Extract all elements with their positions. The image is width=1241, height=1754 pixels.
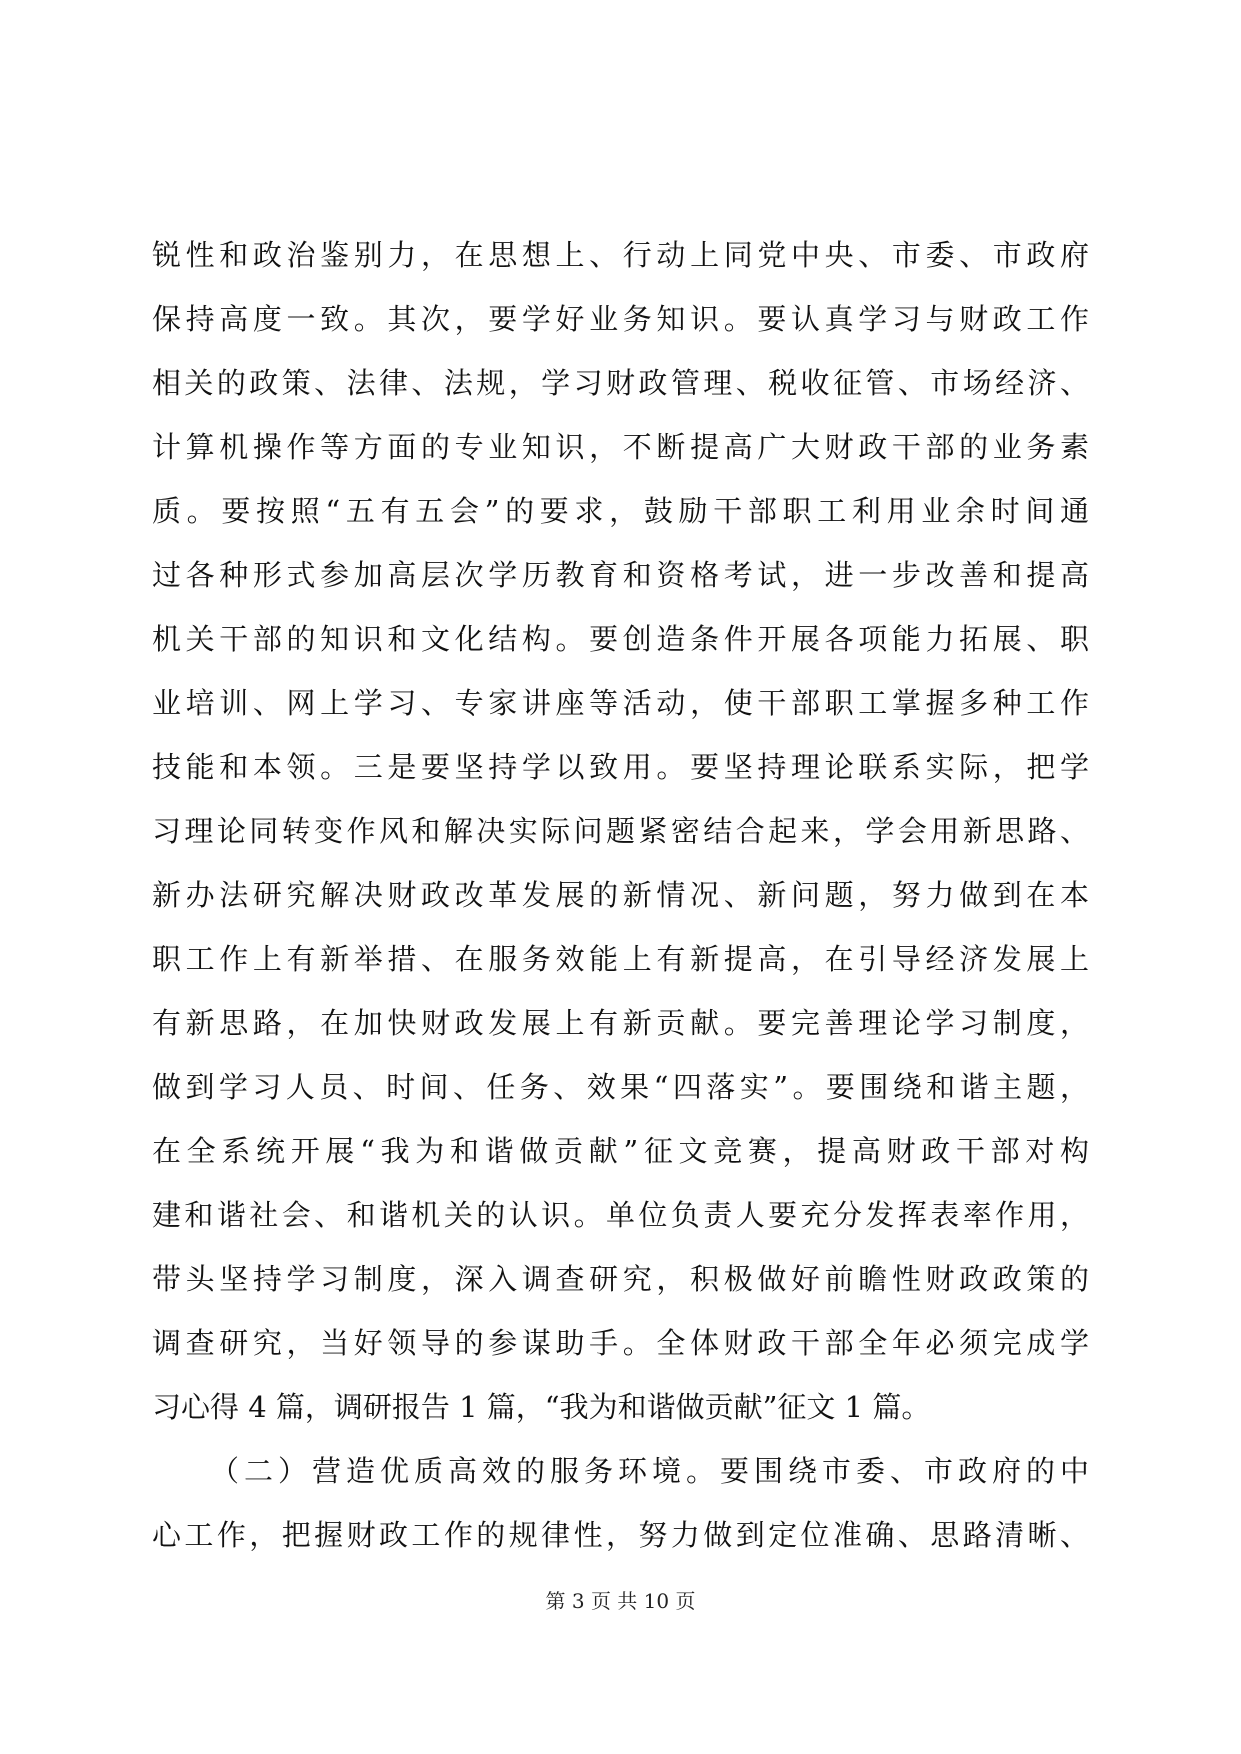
text-line: 相关的政策、法律、法规，学习财政管理、税收征管、市场经济、 (152, 366, 1089, 400)
section-heading-line: （二）营造优质高效的服务环境。要围绕市委、市政府的中 (210, 1454, 1089, 1488)
text-line: 技能和本领。三是要坚持学以致用。要坚持理论联系实际，把学 (152, 750, 1089, 784)
text-line: 质。要按照“五有五会”的要求，鼓励干部职工利用业余时间通 (152, 494, 1089, 528)
text-line: 调查研究，当好领导的参谋助手。全体财政干部全年必须完成学 (152, 1326, 1089, 1360)
page-number-footer: 第 3 页 共 10 页 (545, 1589, 696, 1613)
body-text (152, 223, 1089, 1567)
text-line: 职工作上有新举措、在服务效能上有新提高，在引导经济发展上 (152, 942, 1089, 976)
text-line: 计算机操作等方面的专业知识，不断提高广大财政干部的业务素 (152, 430, 1089, 464)
text-line: 做到学习人员、时间、任务、效果“四落实”。要围绕和谐主题， (152, 1070, 1089, 1104)
text-line: 过各种形式参加高层次学历教育和资格考试，进一步改善和提高 (152, 558, 1089, 592)
text-line: 习理论同转变作风和解决实际问题紧密结合起来，学会用新思路、 (152, 814, 1089, 848)
text-line: 有新思路，在加快财政发展上有新贡献。要完善理论学习制度， (152, 1006, 1089, 1040)
text-line: 新办法研究解决财政改革发展的新情况、新问题，努力做到在本 (152, 878, 1089, 912)
text-line: 建和谐社会、和谐机关的认识。单位负责人要充分发挥表率作用， (152, 1198, 1089, 1232)
text-line: 心工作，把握财政工作的规律性，努力做到定位准确、思路清晰、 (152, 1518, 1089, 1552)
text-line: 带头坚持学习制度，深入调查研究，积极做好前瞻性财政政策的 (152, 1262, 1089, 1296)
text-line: 锐性和政治鉴别力，在思想上、行动上同党中央、市委、市政府 (152, 238, 1089, 272)
paragraph-end-line: 习心得 4 篇，调研报告 1 篇，“我为和谐做贡献”征文 1 篇。 (152, 1390, 931, 1424)
text-line: 业培训、网上学习、专家讲座等活动，使干部职工掌握多种工作 (152, 686, 1089, 720)
text-line: 机关干部的知识和文化结构。要创造条件开展各项能力拓展、职 (152, 622, 1089, 656)
text-line: 保持高度一致。其次，要学好业务知识。要认真学习与财政工作 (152, 302, 1089, 336)
text-line: 在全系统开展“我为和谐做贡献”征文竞赛，提高财政干部对构 (152, 1134, 1089, 1168)
